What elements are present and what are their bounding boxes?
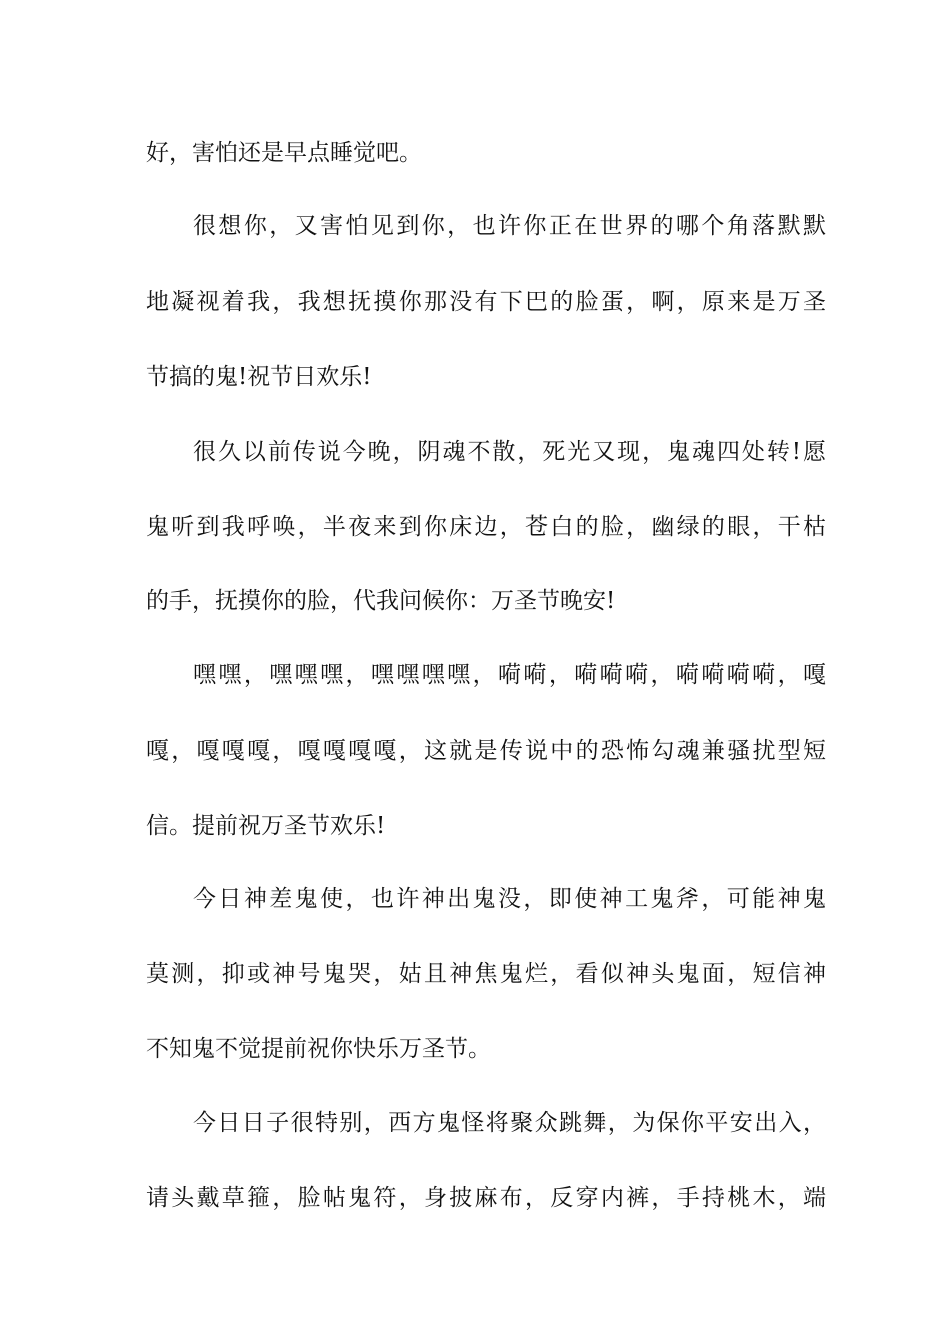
paragraph-4-line-2: 嘎，嘎嘎嘎，嘎嘎嘎嘎，这就是传说中的恐怖勾魂兼骚扰型短 <box>146 738 826 764</box>
paragraph-5-line-2: 莫测，抑或神号鬼哭，姑且神焦鬼烂，看似神头鬼面，短信神 <box>146 961 826 987</box>
paragraph-6-line-2: 请头戴草箍，脸帖鬼符，身披麻布，反穿内裤，手持桃木，端 <box>146 1185 826 1211</box>
paragraph-2-line-3: 节搞的鬼!祝节日欢乐! <box>146 364 372 390</box>
paragraph-5-line-1: 今日神差鬼使，也许神出鬼没，即使神工鬼斧，可能神鬼 <box>193 886 826 912</box>
paragraph-4-line-1: 嘿嘿，嘿嘿嘿，嘿嘿嘿嘿，嗬嗬，嗬嗬嗬，嗬嗬嗬嗬，嘎 <box>193 662 826 688</box>
paragraph-3-line-2: 鬼听到我呼唤，半夜来到你床边，苍白的脸，幽绿的眼，干枯 <box>146 514 826 540</box>
paragraph-2-line-2: 地凝视着我，我想抚摸你那没有下巴的脸蛋，啊，原来是万圣 <box>146 289 826 315</box>
paragraph-2-line-1: 很想你，又害怕见到你，也许你正在世界的哪个角落默默 <box>193 213 826 239</box>
paragraph-3-line-3: 的手，抚摸你的脸，代我问候你：万圣节晚安! <box>146 588 616 614</box>
paragraph-1-line-1: 好，害怕还是早点睡觉吧。 <box>146 140 422 166</box>
paragraph-3-line-1: 很久以前传说今晚，阴魂不散，死光又现，鬼魂四处转!愿 <box>193 439 826 465</box>
paragraph-4-line-3: 信。提前祝万圣节欢乐! <box>146 813 386 839</box>
paragraph-6-line-1: 今日日子很特别，西方鬼怪将聚众跳舞，为保你平安出入， <box>193 1110 826 1136</box>
paragraph-5-line-3: 不知鬼不觉提前祝你快乐万圣节。 <box>146 1036 491 1062</box>
